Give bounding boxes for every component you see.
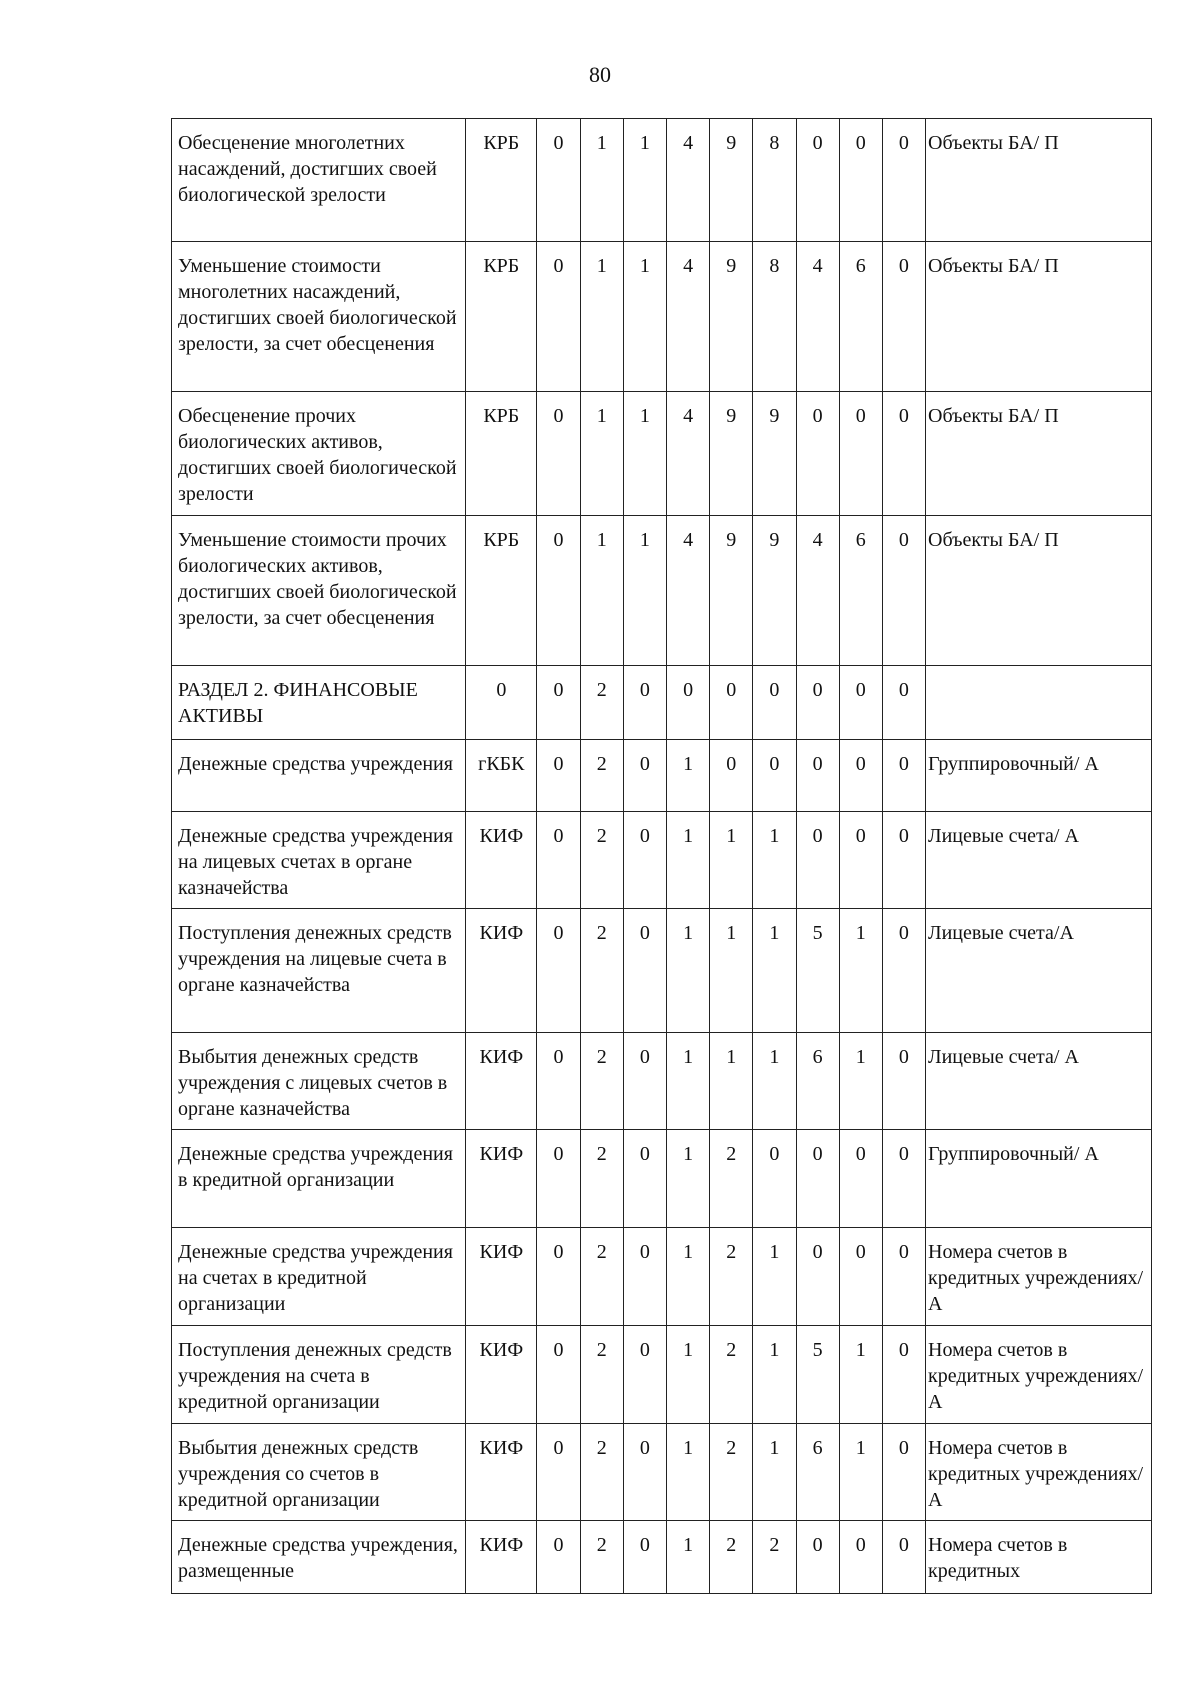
account-digit-cell: 1: [666, 1033, 709, 1130]
account-digit-cell: 1: [839, 1326, 882, 1424]
analytic-code-cell: КИФ: [466, 1326, 537, 1424]
account-digit-cell: 1: [666, 909, 709, 1033]
account-digit-cell: 8: [753, 119, 796, 242]
analytic-note-cell: Группировочный/ А: [926, 740, 1152, 812]
account-digit-cell: 9: [753, 516, 796, 666]
account-digit-cell: 0: [537, 119, 580, 242]
account-digit-cell: 2: [580, 666, 623, 740]
account-digit-cell: 2: [580, 1424, 623, 1521]
account-digit-cell: 1: [710, 812, 753, 909]
accounts-table-body: [172, 119, 1152, 1594]
analytic-code-cell: КИФ: [466, 1033, 537, 1130]
analytic-note-cell: Объекты БА/ П: [926, 242, 1152, 392]
account-digit-cell: 0: [537, 1326, 580, 1424]
account-digit-cell: 6: [839, 242, 882, 392]
account-digit-cell: 4: [796, 242, 839, 392]
account-digit-cell: 0: [623, 740, 666, 812]
account-digit-cell: 4: [666, 119, 709, 242]
analytic-code-cell: КИФ: [466, 1130, 537, 1228]
account-digit-cell: 0: [796, 119, 839, 242]
account-digit-cell: 1: [839, 909, 882, 1033]
account-digit-cell: 0: [537, 909, 580, 1033]
account-name-cell: Уменьшение стоимости прочих биологических активов, достигших своей биологической зрелости, за счет обесценения: [172, 516, 466, 666]
account-digit-cell: 0: [796, 1130, 839, 1228]
analytic-note-cell: Группировочный/ А: [926, 1130, 1152, 1228]
account-digit-cell: 1: [666, 1228, 709, 1326]
analytic-note-cell: Объекты БА/ П: [926, 119, 1152, 242]
table-row: [172, 1521, 1152, 1594]
account-digit-cell: 0: [796, 1521, 839, 1594]
account-digit-cell: 2: [710, 1130, 753, 1228]
account-digit-cell: 0: [882, 740, 925, 812]
account-digit-cell: 0: [623, 812, 666, 909]
account-digit-cell: 1: [666, 1130, 709, 1228]
account-digit-cell: 4: [666, 516, 709, 666]
account-digit-cell: 1: [580, 119, 623, 242]
account-digit-cell: 0: [839, 392, 882, 516]
table-row: [172, 1033, 1152, 1130]
account-digit-cell: 0: [839, 1130, 882, 1228]
account-digit-cell: 0: [839, 1521, 882, 1594]
account-digit-cell: 9: [710, 242, 753, 392]
account-digit-cell: 6: [796, 1424, 839, 1521]
account-digit-cell: 0: [623, 1521, 666, 1594]
account-digit-cell: 0: [839, 666, 882, 740]
account-digit-cell: 2: [580, 1326, 623, 1424]
analytic-code-cell: гКБК: [466, 740, 537, 812]
account-digit-cell: 4: [666, 392, 709, 516]
account-name-cell: Поступления денежных средств учреждения на счета в кредитной организации: [172, 1326, 466, 1424]
account-digit-cell: 0: [882, 1130, 925, 1228]
analytic-code-cell: КРБ: [466, 516, 537, 666]
account-digit-cell: 0: [537, 666, 580, 740]
table-row: [172, 119, 1152, 242]
account-name-cell: Денежные средства учреждения, размещенные: [172, 1521, 466, 1594]
analytic-note-cell: Номера счетов в кредитных: [926, 1521, 1152, 1594]
account-digit-cell: 1: [839, 1424, 882, 1521]
account-digit-cell: 1: [753, 1326, 796, 1424]
analytic-code-cell: КИФ: [466, 812, 537, 909]
account-name-cell: Обесценение многолетних насаждений, достигших своей биологической зрелости: [172, 119, 466, 242]
table-row: [172, 242, 1152, 392]
account-digit-cell: 2: [580, 1033, 623, 1130]
account-digit-cell: 0: [882, 909, 925, 1033]
account-digit-cell: 2: [710, 1424, 753, 1521]
account-digit-cell: 1: [580, 242, 623, 392]
account-digit-cell: 0: [537, 740, 580, 812]
table-row: [172, 909, 1152, 1033]
analytic-code-cell: КИФ: [466, 909, 537, 1033]
account-digit-cell: 0: [753, 1130, 796, 1228]
account-digit-cell: 4: [666, 242, 709, 392]
table-row: [172, 740, 1152, 812]
account-digit-cell: 6: [796, 1033, 839, 1130]
account-digit-cell: 0: [710, 666, 753, 740]
account-digit-cell: 1: [753, 812, 796, 909]
account-name-cell: Уменьшение стоимости многолетних насаждений, достигших своей биологической зрелости, за счет обесценения: [172, 242, 466, 392]
account-digit-cell: 2: [710, 1521, 753, 1594]
account-digit-cell: 0: [882, 812, 925, 909]
analytic-note-cell: Объекты БА/ П: [926, 392, 1152, 516]
account-digit-cell: 1: [710, 1033, 753, 1130]
account-digit-cell: 9: [710, 392, 753, 516]
account-name-cell: Обесценение прочих биологических активов, достигших своей биологической зрелости: [172, 392, 466, 516]
account-digit-cell: 0: [882, 1033, 925, 1130]
account-digit-cell: 1: [839, 1033, 882, 1130]
table-row: [172, 516, 1152, 666]
account-digit-cell: 6: [839, 516, 882, 666]
analytic-code-cell: КИФ: [466, 1521, 537, 1594]
account-name-cell: Денежные средства учреждения на счетах в кредитной организации: [172, 1228, 466, 1326]
accounts-table: [171, 118, 1152, 1594]
account-digit-cell: 5: [796, 1326, 839, 1424]
account-digit-cell: 0: [882, 242, 925, 392]
account-digit-cell: 1: [753, 909, 796, 1033]
table-row: [172, 1130, 1152, 1228]
table-row: [172, 812, 1152, 909]
account-digit-cell: 1: [753, 1228, 796, 1326]
account-digit-cell: 2: [710, 1228, 753, 1326]
account-digit-cell: 0: [537, 1033, 580, 1130]
table-row: [172, 666, 1152, 740]
account-digit-cell: 1: [623, 242, 666, 392]
account-digit-cell: 0: [796, 812, 839, 909]
account-digit-cell: 0: [796, 392, 839, 516]
account-digit-cell: 1: [623, 392, 666, 516]
account-digit-cell: 5: [796, 909, 839, 1033]
account-digit-cell: 0: [753, 666, 796, 740]
account-digit-cell: 0: [882, 392, 925, 516]
account-digit-cell: 0: [796, 740, 839, 812]
account-digit-cell: 0: [839, 1228, 882, 1326]
analytic-note-cell: Лицевые счета/ А: [926, 812, 1152, 909]
account-digit-cell: 1: [753, 1033, 796, 1130]
analytic-code-cell: КРБ: [466, 119, 537, 242]
account-digit-cell: 9: [753, 392, 796, 516]
account-name-cell: Поступления денежных средств учреждения на лицевые счета в органе казначейства: [172, 909, 466, 1033]
account-digit-cell: 0: [623, 1228, 666, 1326]
account-digit-cell: 1: [666, 1424, 709, 1521]
account-name-cell: Выбытия денежных средств учреждения со счетов в кредитной организации: [172, 1424, 466, 1521]
analytic-code-cell: КИФ: [466, 1228, 537, 1326]
account-digit-cell: 0: [796, 666, 839, 740]
analytic-code-cell: КРБ: [466, 392, 537, 516]
account-digit-cell: 1: [580, 516, 623, 666]
account-digit-cell: 0: [839, 812, 882, 909]
account-digit-cell: 2: [710, 1326, 753, 1424]
account-digit-cell: 2: [753, 1521, 796, 1594]
analytic-note-cell: [926, 666, 1152, 740]
analytic-note-cell: Лицевые счета/ А: [926, 1033, 1152, 1130]
table-row: [172, 1228, 1152, 1326]
account-name-cell: Выбытия денежных средств учреждения с лицевых счетов в органе казначейства: [172, 1033, 466, 1130]
analytic-note-cell: Номера счетов в кредитных учреждениях/ А: [926, 1228, 1152, 1326]
account-digit-cell: 0: [710, 740, 753, 812]
account-digit-cell: 0: [882, 666, 925, 740]
analytic-code-cell: 0: [466, 666, 537, 740]
account-digit-cell: 0: [882, 516, 925, 666]
account-digit-cell: 1: [623, 119, 666, 242]
analytic-code-cell: КИФ: [466, 1424, 537, 1521]
account-digit-cell: 0: [537, 1521, 580, 1594]
account-digit-cell: 0: [796, 1228, 839, 1326]
account-digit-cell: 9: [710, 516, 753, 666]
account-digit-cell: 0: [839, 740, 882, 812]
account-digit-cell: 2: [580, 1130, 623, 1228]
account-digit-cell: 1: [710, 909, 753, 1033]
account-digit-cell: 0: [623, 1424, 666, 1521]
account-digit-cell: 4: [796, 516, 839, 666]
account-digit-cell: 0: [839, 119, 882, 242]
account-name-cell: Денежные средства учреждения в кредитной организации: [172, 1130, 466, 1228]
account-digit-cell: 0: [623, 909, 666, 1033]
table-row: [172, 1424, 1152, 1521]
account-digit-cell: 2: [580, 909, 623, 1033]
account-name-cell: РАЗДЕЛ 2. ФИНАНСОВЫЕ АКТИВЫ: [172, 666, 466, 740]
table-row: [172, 1326, 1152, 1424]
analytic-note-cell: Объекты БА/ П: [926, 516, 1152, 666]
account-digit-cell: 0: [666, 666, 709, 740]
account-name-cell: Денежные средства учреждения: [172, 740, 466, 812]
account-digit-cell: 0: [537, 392, 580, 516]
account-digit-cell: 2: [580, 740, 623, 812]
account-digit-cell: 0: [537, 812, 580, 909]
account-digit-cell: 0: [623, 1130, 666, 1228]
analytic-code-cell: КРБ: [466, 242, 537, 392]
account-digit-cell: 0: [882, 1424, 925, 1521]
account-digit-cell: 2: [580, 1228, 623, 1326]
account-digit-cell: 0: [882, 1228, 925, 1326]
account-digit-cell: 2: [580, 812, 623, 909]
page-number: 80: [589, 62, 611, 87]
account-digit-cell: 8: [753, 242, 796, 392]
analytic-note-cell: Лицевые счета/А: [926, 909, 1152, 1033]
account-digit-cell: 1: [666, 1521, 709, 1594]
account-digit-cell: 9: [710, 119, 753, 242]
account-digit-cell: 0: [623, 1326, 666, 1424]
account-digit-cell: 0: [537, 242, 580, 392]
account-digit-cell: 0: [623, 1033, 666, 1130]
account-digit-cell: 1: [580, 392, 623, 516]
account-digit-cell: 2: [580, 1521, 623, 1594]
analytic-note-cell: Номера счетов в кредитных учреждениях/ А: [926, 1424, 1152, 1521]
account-digit-cell: 0: [882, 1521, 925, 1594]
account-name-cell: Денежные средства учреждения на лицевых счетах в органе казначейства: [172, 812, 466, 909]
account-digit-cell: 0: [537, 516, 580, 666]
account-digit-cell: 1: [666, 1326, 709, 1424]
account-digit-cell: 0: [537, 1228, 580, 1326]
account-digit-cell: 0: [882, 119, 925, 242]
account-digit-cell: 0: [882, 1326, 925, 1424]
analytic-note-cell: Номера счетов в кредитных учреждениях/ А: [926, 1326, 1152, 1424]
account-digit-cell: 0: [537, 1130, 580, 1228]
account-digit-cell: 1: [666, 740, 709, 812]
account-digit-cell: 0: [623, 666, 666, 740]
account-digit-cell: 1: [623, 516, 666, 666]
account-digit-cell: 1: [753, 1424, 796, 1521]
account-digit-cell: 0: [537, 1424, 580, 1521]
account-digit-cell: 0: [753, 740, 796, 812]
table-row: [172, 392, 1152, 516]
account-digit-cell: 1: [666, 812, 709, 909]
